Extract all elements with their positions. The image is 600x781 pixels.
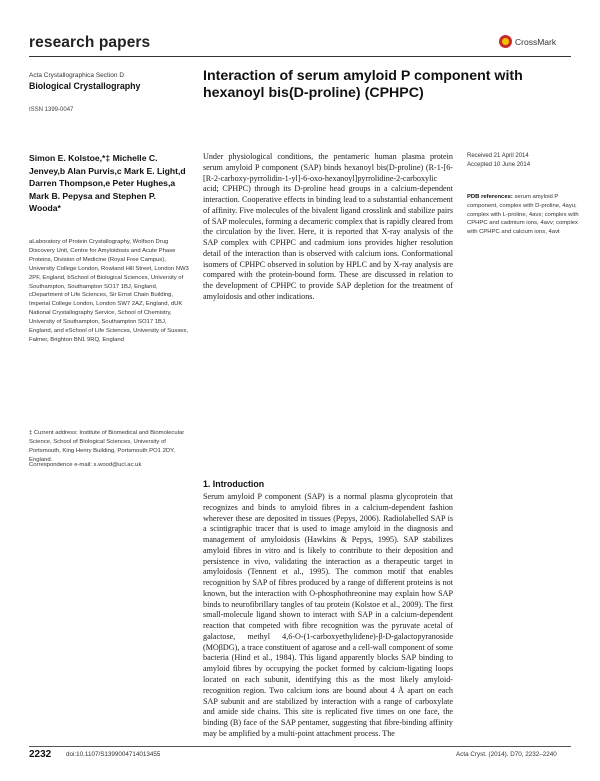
doi-link[interactable]: doi:10.1107/S1399004714013455 — [66, 751, 161, 758]
author-list: Simon E. Kolstoe,*‡ Michelle C. Jenvey,b Alan Purvis,c Mark E. Light,d Darren Thompson,e Peter Hughes,a Mark B. Pepysa and Stephen P. Wooda* — [29, 153, 186, 214]
crossmark-label: CrossMark — [515, 36, 557, 47]
journal-name: Biological Crystallography — [29, 81, 141, 91]
introduction-heading: 1. Introduction — [203, 479, 265, 489]
received-date: Received 21 April 2014 — [467, 153, 529, 159]
correspondence-email[interactable]: Correspondence e-mail: s.wood@ucl.ac.uk — [29, 462, 142, 468]
pdb-text: serum amyloid P component, complex with D-proline, 4ayu; complex with L-proline, 4avs; complex with CPHPC and cadmium ions, 4avv; complex with CPHPC and calcium ions, 4avt — [467, 194, 579, 236]
header-rule — [29, 56, 571, 57]
pdb-references — [467, 193, 579, 237]
crossmark-badge[interactable] — [499, 35, 556, 48]
accepted-date: Accepted 10 June 2014 — [467, 162, 531, 168]
current-address: ‡ Current address: Institute of Biomedical and Biomolecular Science, School of Biological Sciences, University of Portsmouth, King Henry Building, Portsmouth PO1 2DY, England. — [29, 430, 185, 463]
paper-title: Interaction of serum amyloid P component with hexanoyl bis(D-proline) (CPHPC) — [203, 68, 523, 101]
page-number: 2232 — [29, 749, 52, 760]
introduction-text: Serum amyloid P component (SAP) is a normal plasma glycoprotein that recognizes and binds to amyloid fibres in a calcium-dependent fashion wherever these are deposited in tissues (Pepys, 2006). Radiolabelled SAP is a scintigraphic tracer that is used to image amyloid in the diagnosis and management of amyloidosis (Hawkins & Pepys, 1995). SAP stabilizes amyloid fibres in vitro and is likely to contribute to their deposition and persistence in vivo, validating the interaction as a therapeutic target in amyloidosis (Tennent et al., 1995). The common motif that enables recognition by SAP of fibres produced by a range of different proteins is not known, but the interaction with O-phosphothreonine may explain how SAP binds to neurofibrillary tangles of tau protein (Kolstoe et al., 2009). The first small-molecule ligand shown to interact with SAP in a calcium-dependent reaction that competed with fibre recognition was the pyruvate acetal of galactose, methyl 4,6-O-(1-carboxyethylidene)-β-D-galactopyranoside (MOβDG), a trace constituent of agarose and a cell-wall component of some bacteria (Hind et al., 1984). This ligand apparently blocks SAP binding to amyloid fibres by occupying the pocket formed by calcium-ligating loops located on each subunit, identifying this as the most likely amyloid-recognition region. Two calcium ions are bound about 4 Å apart on each SAP subunit and are stabilized by interaction with a range of carboxylate and amide side chains. This site is replicated five times on one face, the binding (B) face of the SAP pentamer, suggesting that fibre-binding affinity may be amplified by a multi-point attachment process. The — [203, 492, 453, 738]
pdb-label: PDB references: — [467, 194, 513, 200]
footer-rule — [29, 746, 571, 747]
issn: ISSN 1399-0047 — [29, 107, 74, 113]
affiliations: aLaboratory of Protein Crystallography, Wolfson Drug Discovery Unit, Centre for Amyloidosis and Acute Phase Proteins, Division of Medicine (Royal Free Campus), University College London, Rowland Hill Street, London NW3 2PF, England, bSchool of Biological Sciences, University of Southampton, Southampton SO17 1BJ, England, cDepartment of Life Sciences, Sir Ernst Chain Building, Imperial College London, London SW7 2AZ, England, dUK National Crystallography Service, School of Chemistry, University of Southampton, Southampton SO17 1BJ, England, and eSchool of Life Sciences, University of Sussex, Falmer, Brighton BN1 9RQ, England — [29, 239, 189, 343]
abstract: Under physiological conditions, the pentameric human plasma protein serum amyloid P component (SAP) binds hexanoyl bis(D-proline) (R-1-[6-[R-2-carboxy-pyrrolidin-1-yl]-6-oxo-hexanoyl]pyrrolidine-2-carboxylic acid; CPHPC) through its D-proline head groups in a calcium-dependent interaction. Cooperative effects in binding lead to a substantial enhancement of affinity. Five molecules of the bivalent ligand crosslink and stabilize pairs of SAP molecules, forming a decameric complex that is rapidly cleared from the circulation by the liver. Here, it is reported that X-ray analysis of the SAP complex with CPHPC and cadmium ions provides higher resolution detail of the interaction than is observed with calcium ions. Conformational isomers of CPHPC observed in solution by HPLC and by X-ray analysis are compared with the protein-bound form. These are discussed in relation to the development of CPHPC to provide SAP depletion for the treatment of amyloidosis and other indications. — [203, 152, 453, 301]
journal-citation: Acta Cryst. (2014). D70, 2232–2240 — [456, 751, 557, 758]
section-heading: research papers — [29, 34, 151, 51]
journal-section: Acta Crystallographica Section D — [29, 72, 125, 79]
crossmark-icon — [499, 35, 512, 48]
received-dates — [467, 152, 577, 170]
